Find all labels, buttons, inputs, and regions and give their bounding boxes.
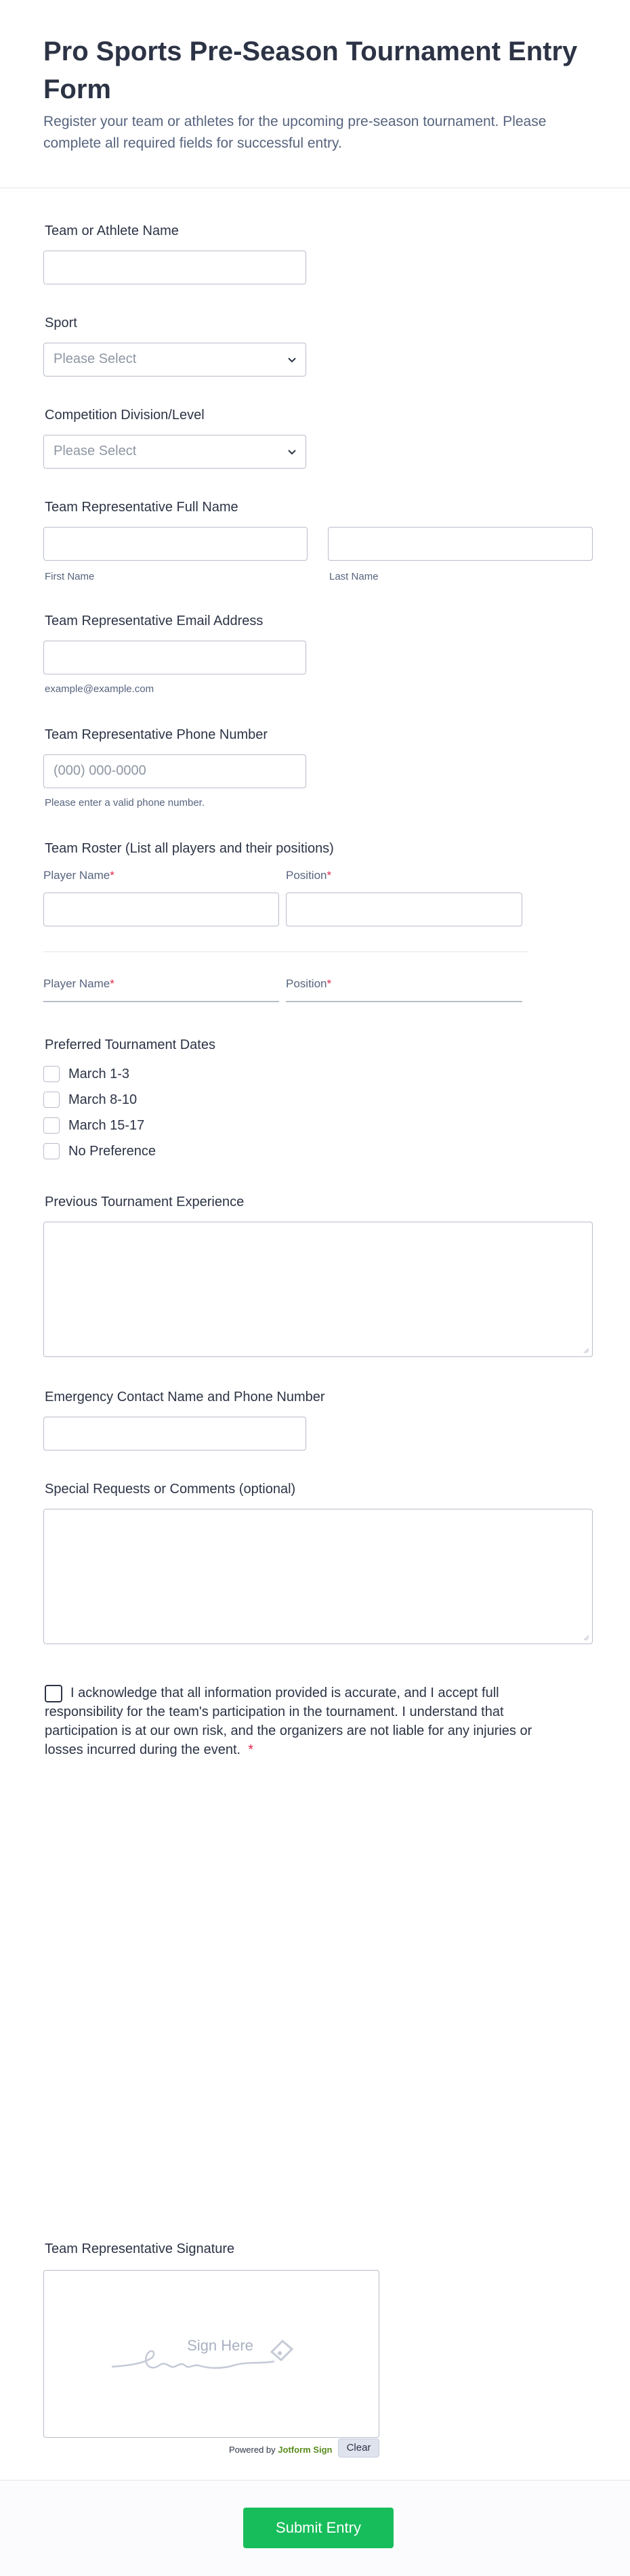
- signature-label: Team Representative Signature: [45, 2241, 235, 2256]
- required-mark: *: [327, 977, 332, 990]
- powered-by-prefix: Powered by: [229, 2445, 276, 2455]
- rep-name-label: Team Representative Full Name: [45, 500, 238, 515]
- chevron-down-icon: [287, 446, 297, 457]
- submit-button[interactable]: Submit Entry: [243, 2508, 394, 2548]
- requests-label: Special Requests or Comments (optional): [45, 1482, 296, 1497]
- acknowledge-text: [45, 1683, 532, 1759]
- sport-select-value: Please Select: [54, 351, 137, 366]
- rep-phone-placeholder: (000) 000-0000: [54, 763, 146, 778]
- sport-select[interactable]: [43, 343, 306, 377]
- footer-divider: [0, 2480, 630, 2481]
- roster-col-position: [286, 868, 331, 883]
- rep-phone-input[interactable]: [43, 754, 306, 788]
- team-name-input[interactable]: [43, 251, 306, 284]
- requests-textarea[interactable]: [43, 1509, 593, 1644]
- roster-label: Team Roster (List all players and their positions): [45, 841, 334, 856]
- roster-col-player: [43, 868, 114, 883]
- date-checkbox-1[interactable]: [43, 1066, 60, 1082]
- resize-grip-icon[interactable]: [583, 1634, 589, 1641]
- roster-row-divider: [43, 951, 528, 952]
- signature-pad[interactable]: [43, 2270, 379, 2438]
- signature-placeholder: Sign Here: [187, 2337, 253, 2354]
- roster-col-position: [286, 976, 331, 991]
- powered-by: [229, 2445, 332, 2455]
- rep-phone-hint: Please enter a valid phone number.: [45, 797, 205, 809]
- chevron-down-icon: [287, 354, 297, 365]
- first-name-input[interactable]: [43, 527, 308, 561]
- date-option-2-label: March 8-10: [68, 1092, 138, 1107]
- roster-row-1-position-input[interactable]: [286, 893, 522, 926]
- roster-col-player-text: Player Name: [43, 977, 110, 990]
- roster-col-position-text: Position: [286, 977, 327, 990]
- rep-phone-label: Team Representative Phone Number: [45, 727, 268, 742]
- experience-textarea[interactable]: [43, 1222, 593, 1357]
- last-name-input[interactable]: [328, 527, 593, 561]
- roster-col-player: [43, 976, 114, 991]
- emergency-input[interactable]: [43, 1417, 306, 1451]
- division-label: Competition Division/Level: [45, 408, 205, 423]
- clear-signature-button[interactable]: Clear: [338, 2439, 379, 2457]
- division-select[interactable]: [43, 435, 306, 469]
- division-select-value: Please Select: [54, 444, 137, 458]
- emergency-label: Emergency Contact Name and Phone Number: [45, 1390, 325, 1404]
- date-checkbox-2[interactable]: [43, 1092, 60, 1108]
- rep-email-label: Team Representative Email Address: [45, 614, 264, 628]
- resize-grip-icon[interactable]: [583, 1347, 589, 1354]
- rep-email-hint: example@example.com: [45, 683, 154, 695]
- first-name-sublabel: First Name: [45, 571, 95, 582]
- team-name-label: Team or Athlete Name: [45, 223, 179, 238]
- roster-col-position-text: Position: [286, 869, 327, 882]
- date-option-1-label: March 1-3: [68, 1067, 130, 1081]
- form-title: Pro Sports Pre-Season Tournament Entry Form: [43, 37, 578, 104]
- roster-row-2-player-input[interactable]: [43, 1001, 279, 1002]
- experience-label: Previous Tournament Experience: [45, 1195, 245, 1209]
- required-mark: *: [248, 1742, 253, 1757]
- roster-col-player-text: Player Name: [43, 869, 110, 882]
- required-mark: *: [327, 869, 332, 882]
- roster-row-1-player-input[interactable]: [43, 893, 279, 926]
- required-mark: *: [110, 977, 114, 990]
- roster-row-2-position-input[interactable]: [286, 1001, 522, 1002]
- acknowledge-text-body: I acknowledge that all information provided is accurate, and I accept full responsibility for the team's participation in the tournament. I understand that participation is at our own risk, and the organizers are not liable for any injuries or losses incurred during the event.: [45, 1686, 532, 1757]
- powered-by-brand: Jotform Sign: [278, 2445, 333, 2455]
- date-checkbox-3[interactable]: [43, 1117, 60, 1134]
- rep-email-input[interactable]: [43, 641, 306, 674]
- form-description: Register your team or athletes for the upcoming pre-season tournament. Please complete all required fields for successful entry.: [43, 114, 547, 151]
- sport-label: Sport: [45, 316, 77, 330]
- last-name-sublabel: Last Name: [329, 571, 379, 582]
- date-option-3-label: March 15-17: [68, 1118, 145, 1133]
- date-option-4-label: No Preference: [68, 1144, 156, 1159]
- date-checkbox-4[interactable]: [43, 1143, 60, 1159]
- required-mark: *: [110, 869, 114, 882]
- dates-label: Preferred Tournament Dates: [45, 1037, 215, 1052]
